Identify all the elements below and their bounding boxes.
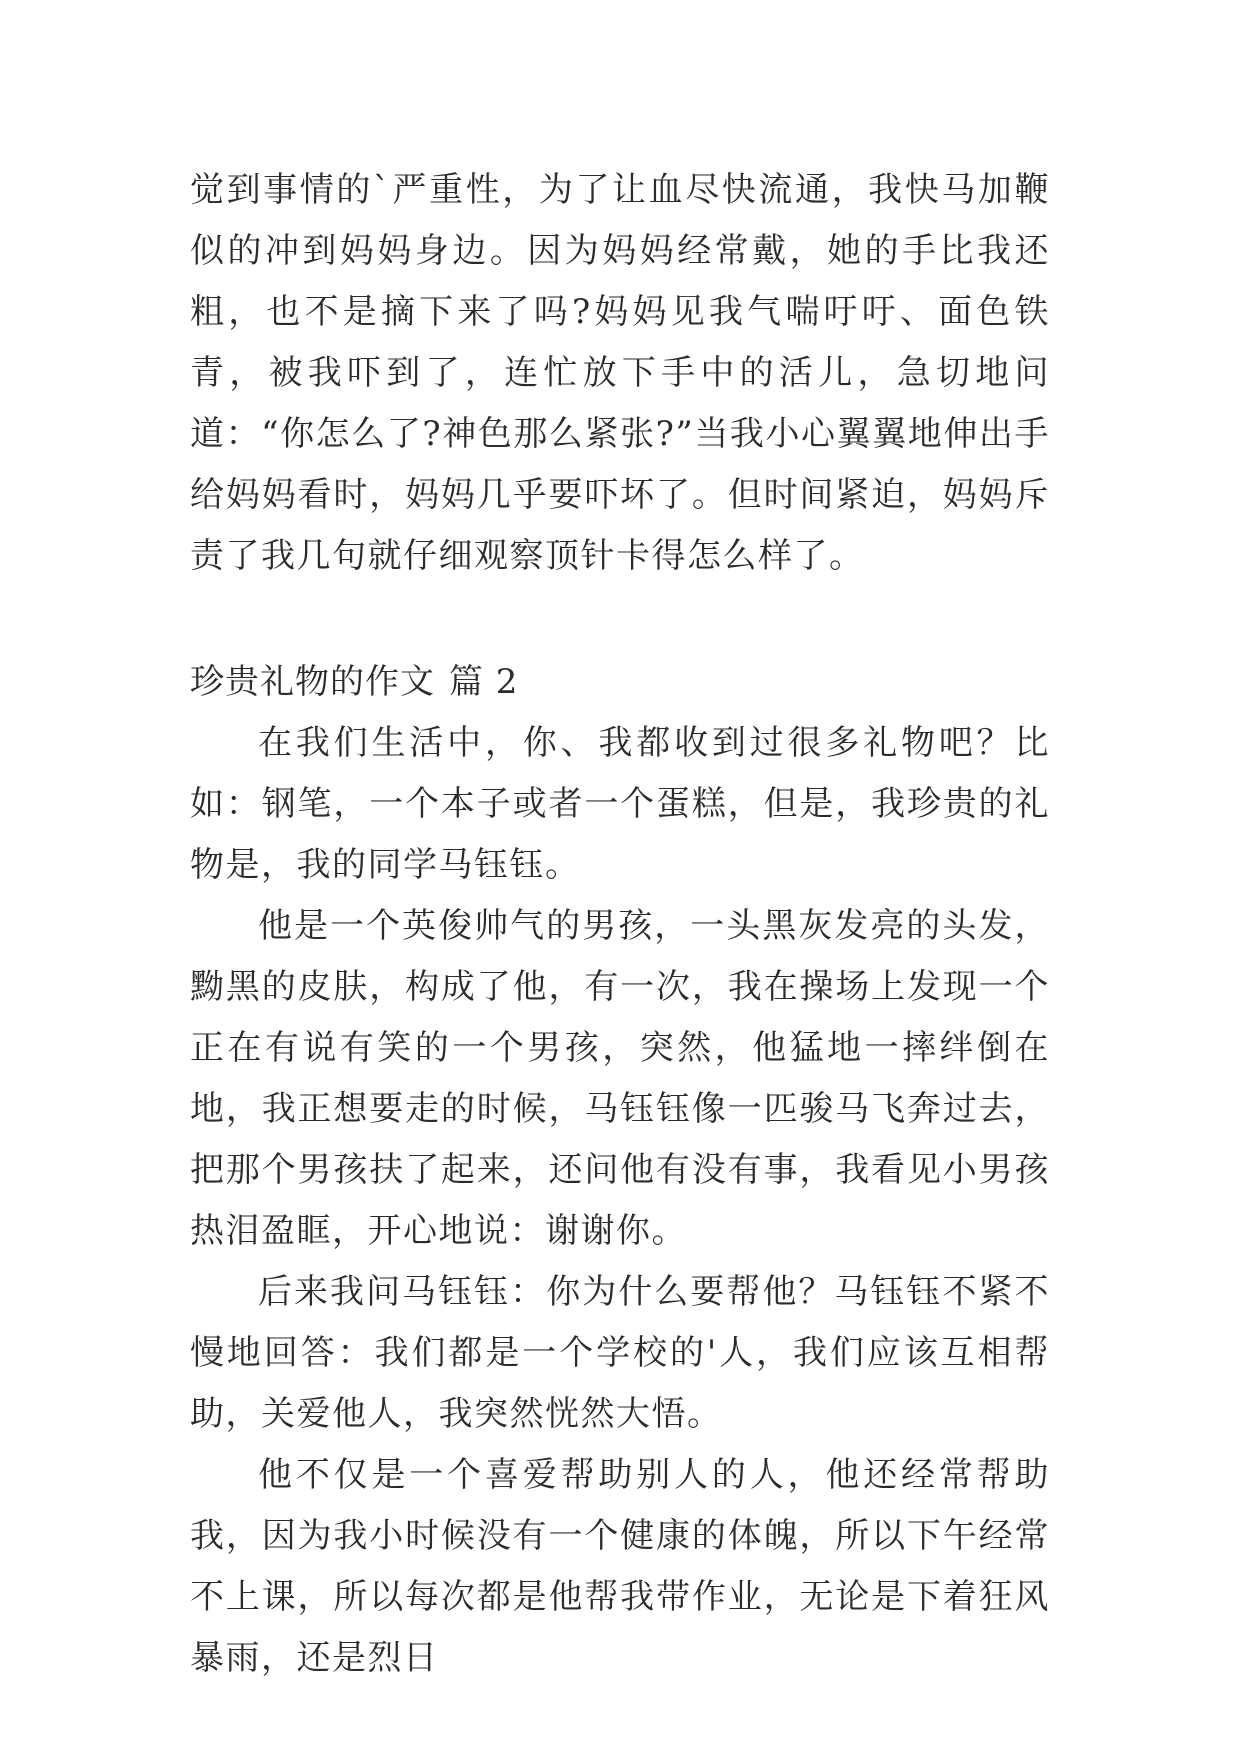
paragraph: 他不仅是一个喜爱帮助别人的人，他还经常帮助我，因为我小时候没有一个健康的体魄，所以下午经常不上课，所以每次都是他帮我带作业，无论是下着狂风暴雨，还是烈日 [190, 1455, 1050, 1678]
paragraph: 他是一个英俊帅气的男孩，一头黑灰发亮的头发，黝黑的皮肤，构成了他，有一次，我在操场上发现一个正在有说有笑的一个男孩，突然，他猛地一摔绊倒在地，我正想要走的时候，马钰钰像一匹骏马飞奔过去，把那个男孩扶了起来，还问他有没有事，我看见小男孩热泪盈眶，开心地说：谢谢你。 [190, 906, 1050, 1251]
section-number: 篇 2 [449, 662, 519, 702]
section-heading [190, 652, 1050, 713]
document-body [190, 160, 1050, 1689]
paragraph: 后来我问马钰钰：你为什么要帮他？马钰钰不紧不慢地回答：我们都是一个学校的'人，我们应该互相帮助，关爱他人，我突然恍然大悟。 [190, 1272, 1050, 1434]
continuation-paragraph: 觉到事情的`严重性，为了让血尽快流通，我快马加鞭似的冲到妈妈身边。因为妈妈经常戴，她的手比我还粗，也不是摘下来了吗?妈妈见我气喘吁吁、面色铁青，被我吓到了，连忙放下手中的活儿，急切地问道：“你怎么了?神色那么紧张?”当我小心翼翼地伸出手给妈妈看时，妈妈几乎要吓坏了。但时间紧迫，妈妈斥责了我几句就仔细观察顶针卡得怎么样了。 [190, 170, 1050, 576]
paragraph: 在我们生活中，你、我都收到过很多礼物吧？比如：钢笔，一个本子或者一个蛋糕，但是，我珍贵的礼物是，我的同学马钰钰。 [190, 723, 1050, 885]
section-title: 珍贵礼物的作文 [190, 662, 435, 702]
